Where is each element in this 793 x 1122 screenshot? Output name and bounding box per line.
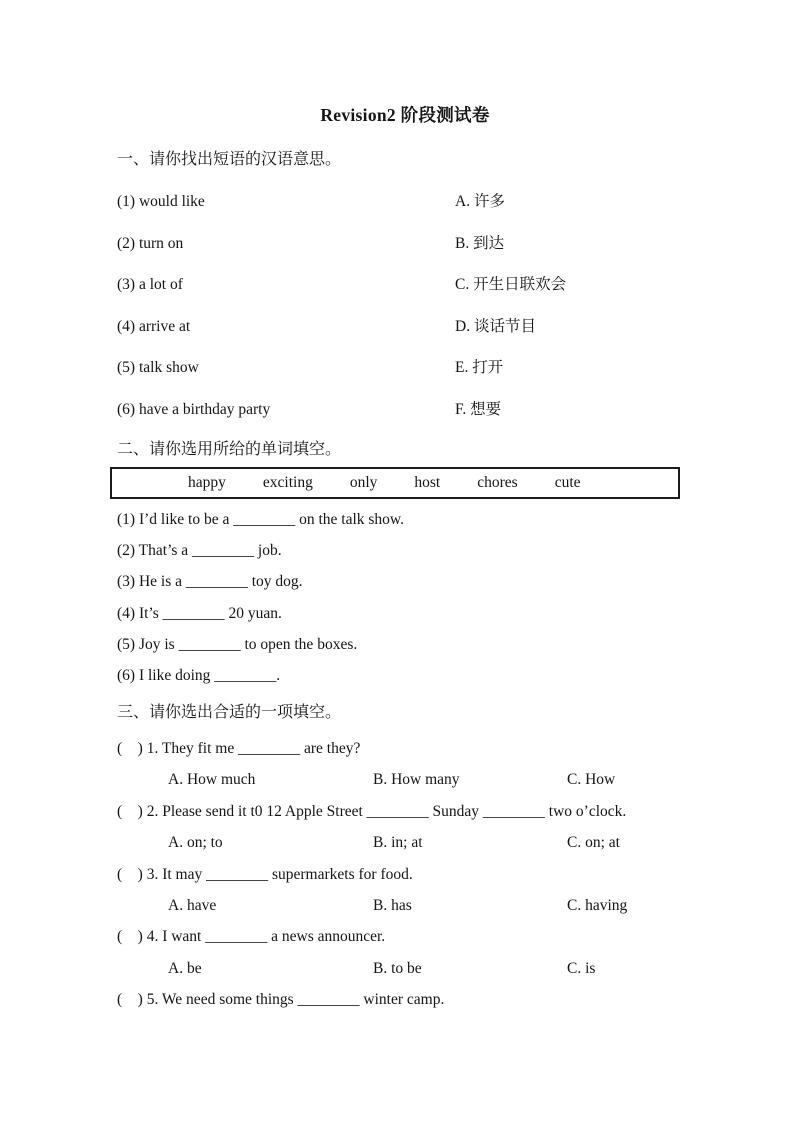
matching-row (117, 234, 693, 254)
matching-meaning: A. 许多 (455, 193, 505, 210)
word-bank-word: exciting (262, 474, 313, 491)
matching-row (117, 275, 693, 295)
word-bank-word: host (414, 474, 441, 491)
word-bank-word: cute (554, 474, 581, 491)
section1-heading: 一、请你找出短语的汉语意思。 (117, 151, 342, 168)
section2-heading: 二、请你选用所给的单词填空。 (117, 441, 342, 458)
question-stem: ( ) 2. Please send it t0 12 Apple Street ________ Sunday ________ two o’clock. (117, 802, 627, 820)
matching-meaning: B. 到达 (455, 234, 505, 252)
fill-in-sentence: (5) Joy is ________ to open the boxes. (117, 635, 358, 653)
option-a: A. How much (168, 771, 256, 789)
matching-list (117, 192, 693, 420)
option-c: C. on; at (567, 834, 620, 852)
word-bank-word: chores (477, 474, 518, 491)
matching-phrase: (3) a lot of (117, 276, 183, 293)
matching-row (117, 400, 693, 420)
options-row (117, 959, 693, 979)
option-c: C. How (567, 771, 616, 789)
options-row (117, 770, 693, 790)
question-stem: ( ) 3. It may ________ supermarkets for food. (117, 865, 413, 883)
fill-in-sentence: (1) I’d like to be a ________ on the talk show. (117, 511, 404, 528)
matching-meaning: D. 谈话节目 (455, 317, 536, 335)
word-bank-word: happy (188, 474, 226, 491)
options-row (117, 896, 693, 916)
matching-row (117, 192, 693, 212)
fill-in-sentence: (6) I like doing ________. (117, 666, 281, 684)
option-b: B. to be (373, 959, 422, 977)
option-a: A. on; to (168, 834, 223, 852)
question-stem: ( ) 1. They fit me ________ are they? (117, 739, 361, 757)
option-c: C. having (567, 896, 628, 914)
fill-in-sentence: (4) It’s ________ 20 yuan. (117, 604, 282, 622)
matching-meaning: F. 想要 (455, 400, 502, 418)
option-c: C. is (567, 959, 596, 977)
fill-in-sentence: (2) That’s a ________ job. (117, 542, 282, 560)
matching-meaning: E. 打开 (455, 359, 504, 376)
option-a: A. have (168, 896, 217, 914)
option-b: B. in; at (373, 834, 423, 852)
section3-heading: 三、请你选出合适的一项填空。 (117, 703, 342, 721)
option-b: B. How many (373, 771, 460, 789)
word-bank-word: only (349, 474, 378, 491)
question-stem: ( ) 4. I want ________ a news announcer. (117, 928, 386, 946)
option-a: A. be (168, 959, 202, 977)
matching-phrase: (2) turn on (117, 234, 184, 252)
options-row (117, 833, 693, 853)
matching-phrase: (1) would like (117, 193, 205, 210)
option-b: B. has (373, 896, 412, 914)
question-stem: ( ) 5. We need some things ________ winter camp. (117, 991, 445, 1009)
word-bank-box (110, 467, 680, 499)
page-title: Revision2 阶段测试卷 (320, 105, 490, 125)
fill-in-sentence: (3) He is a ________ toy dog. (117, 573, 303, 591)
matching-row (117, 358, 693, 378)
matching-meaning: C. 开生日联欢会 (455, 276, 567, 293)
matching-phrase: (6) have a birthday party (117, 400, 271, 418)
matching-phrase: (5) talk show (117, 359, 199, 376)
matching-row (117, 317, 693, 337)
matching-phrase: (4) arrive at (117, 317, 191, 335)
